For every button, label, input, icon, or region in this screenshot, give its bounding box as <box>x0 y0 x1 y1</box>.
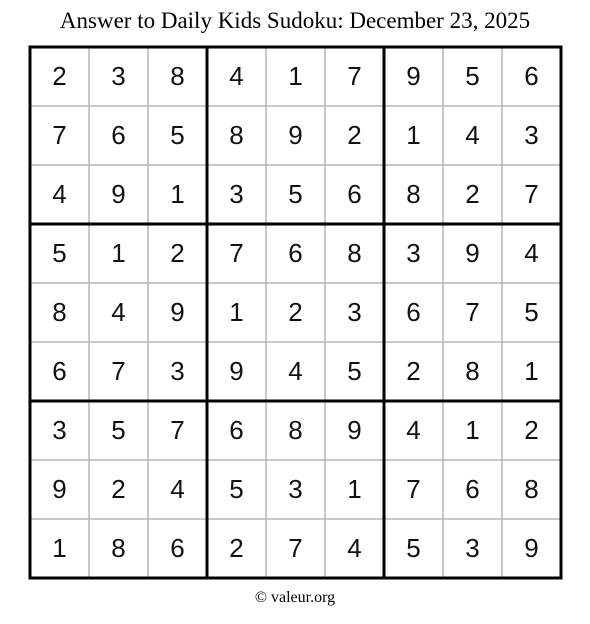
sudoku-cell: 6 <box>465 474 480 504</box>
sudoku-cell: 3 <box>170 356 185 386</box>
sudoku-cell: 2 <box>524 415 539 445</box>
sudoku-cell: 7 <box>111 356 126 386</box>
sudoku-cell: 1 <box>111 238 126 268</box>
sudoku-cell: 9 <box>111 179 126 209</box>
sudoku-cell: 3 <box>229 179 244 209</box>
sudoku-cell: 8 <box>52 297 67 327</box>
sudoku-cell: 8 <box>170 61 185 91</box>
sudoku-cell: 7 <box>524 179 539 209</box>
sudoku-cell: 1 <box>347 474 362 504</box>
sudoku-cell: 5 <box>288 179 303 209</box>
sudoku-cell: 8 <box>229 120 244 150</box>
sudoku-cell: 2 <box>406 356 421 386</box>
sudoku-cell: 6 <box>288 238 303 268</box>
sudoku-cell: 1 <box>406 120 421 150</box>
sudoku-cell: 4 <box>288 356 303 386</box>
sudoku-cell: 7 <box>465 297 480 327</box>
sudoku-cell: 4 <box>170 474 185 504</box>
sudoku-cell: 1 <box>524 356 539 386</box>
sudoku-cell: 2 <box>111 474 126 504</box>
sudoku-cell: 2 <box>465 179 480 209</box>
sudoku-cell: 9 <box>347 415 362 445</box>
sudoku-cell: 7 <box>347 61 362 91</box>
sudoku-cell: 6 <box>347 179 362 209</box>
sudoku-cell: 2 <box>288 297 303 327</box>
sudoku-cell: 5 <box>52 238 67 268</box>
sudoku-cell: 3 <box>524 120 539 150</box>
sudoku-cell: 5 <box>229 474 244 504</box>
sudoku-cell: 6 <box>52 356 67 386</box>
sudoku-cell: 3 <box>52 415 67 445</box>
copyright-footer: © valeur.org <box>254 589 336 606</box>
sudoku-cell: 8 <box>524 474 539 504</box>
sudoku-cell: 3 <box>406 238 421 268</box>
sudoku-cell: 5 <box>524 297 539 327</box>
sudoku-cell: 4 <box>111 297 126 327</box>
sudoku-cell: 7 <box>52 120 67 150</box>
sudoku-cell: 9 <box>52 474 67 504</box>
sudoku-cell: 3 <box>465 533 480 563</box>
sudoku-cell: 4 <box>52 179 67 209</box>
sudoku-cell: 9 <box>288 120 303 150</box>
sudoku-cell: 7 <box>170 415 185 445</box>
sudoku-cell: 4 <box>465 120 480 150</box>
sudoku-cell: 2 <box>170 238 185 268</box>
sudoku-cell: 9 <box>170 297 185 327</box>
sudoku-cell: 8 <box>347 238 362 268</box>
sudoku-board <box>30 47 561 578</box>
sudoku-cell: 2 <box>52 61 67 91</box>
sudoku-cell: 4 <box>229 61 244 91</box>
sudoku-cell: 1 <box>465 415 480 445</box>
sudoku-cell: 6 <box>229 415 244 445</box>
sudoku-cell: 8 <box>465 356 480 386</box>
sudoku-cell: 5 <box>170 120 185 150</box>
sudoku-cell: 5 <box>347 356 362 386</box>
sudoku-cell: 3 <box>288 474 303 504</box>
sudoku-cell: 5 <box>111 415 126 445</box>
sudoku-cell: 1 <box>170 179 185 209</box>
sudoku-cell: 2 <box>229 533 244 563</box>
sudoku-cell: 6 <box>170 533 185 563</box>
sudoku-cell: 9 <box>524 533 539 563</box>
sudoku-cell: 4 <box>406 415 421 445</box>
page-title: Answer to Daily Kids Sudoku: December 23, 2025 <box>59 8 531 33</box>
sudoku-cell: 1 <box>288 61 303 91</box>
sudoku-cell: 8 <box>406 179 421 209</box>
sudoku-cell: 8 <box>288 415 303 445</box>
sudoku-cell: 7 <box>406 474 421 504</box>
sudoku-cell: 7 <box>229 238 244 268</box>
sudoku-cell: 2 <box>347 120 362 150</box>
sudoku-cell: 6 <box>524 61 539 91</box>
sudoku-cell: 4 <box>347 533 362 563</box>
sudoku-cell: 7 <box>288 533 303 563</box>
sudoku-cell: 1 <box>229 297 244 327</box>
sudoku-cell: 6 <box>111 120 126 150</box>
sudoku-cell: 1 <box>52 533 67 563</box>
sudoku-cell: 9 <box>465 238 480 268</box>
sudoku-cell: 4 <box>524 238 539 268</box>
sudoku-cell: 9 <box>406 61 421 91</box>
sudoku-cell: 3 <box>347 297 362 327</box>
sudoku-cell: 8 <box>111 533 126 563</box>
sudoku-cell: 5 <box>465 61 480 91</box>
sudoku-cell: 5 <box>406 533 421 563</box>
sudoku-cell: 9 <box>229 356 244 386</box>
sudoku-cell: 6 <box>406 297 421 327</box>
sudoku-cell: 3 <box>111 61 126 91</box>
